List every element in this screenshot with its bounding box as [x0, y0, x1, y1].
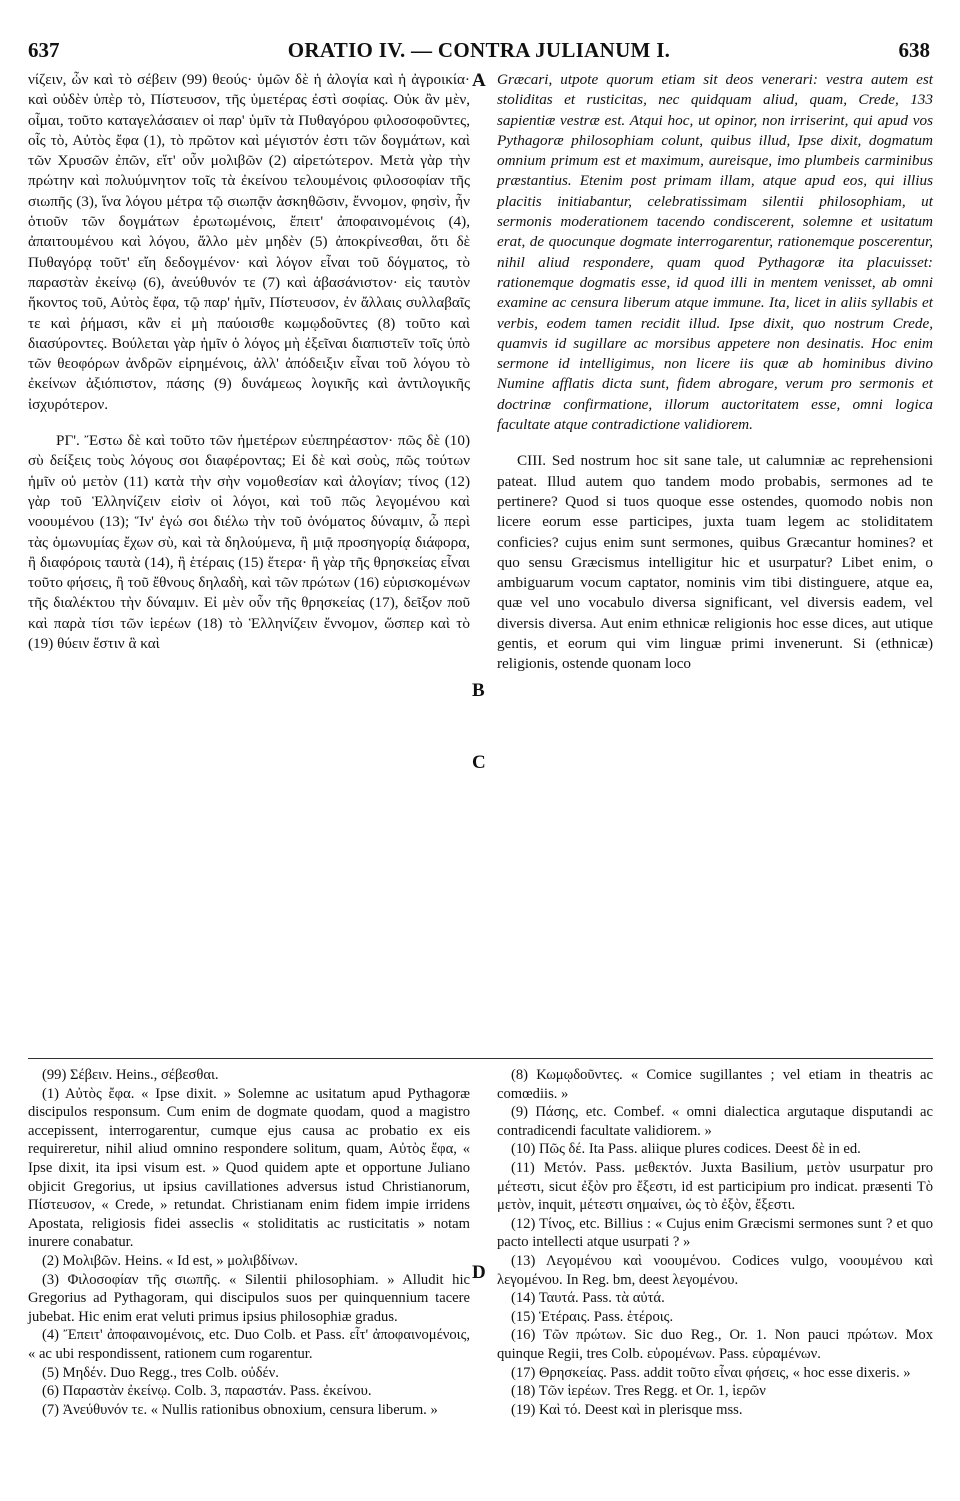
margin-letter-b: B [472, 680, 485, 701]
page-header [28, 38, 930, 64]
running-title: ORATIO IV. — CONTRA JULIANUM I. [287, 38, 671, 62]
footnote: (18) Τῶν ἱερέων. Tres Regg. et Or. 1, ἱερῶν [511, 1383, 766, 1400]
latin-text-column [497, 70, 933, 675]
footnote-separator [28, 1058, 933, 1059]
footnote: (9) Πάσης, etc. Combef. « omni dialectica argutaque disputandi ac contradicendi facultate validiorem. » [497, 1104, 933, 1139]
footnote: (17) Θρησκείας. Pass. addit τοῦτο εἶναι φήσεις, « hoc esse dixeris. » [511, 1364, 911, 1381]
greek-paragraph: νίζειν, ὧν καὶ τὸ σέβειν (99) θεούς· ὑμῶν δὲ ἡ ἀλογία καὶ ἡ ἀγροικία· καὶ οὐδὲν ὑπὲρ τὸ, Πίστευσον, τῆς ὑμετέρας ἐστὶ σοφίας. Οὐκ ἂν μὲν, οἶμαι, τοῦτο καταγελάσαιεν οἱ παρ' ὑμῖν τὰ Πυθαγόρου φιλοσοφοῦντες, οἷς τὸ, Αὐτὸς ἔφα (1), τὸ πρῶτον καὶ μέγιστόν ἐστι τῶν δογμάτων, καὶ τῶν Χρυσῶν ἐπῶν, εἴτ' οὖν μολιβῶν (2) αἱρετώτερον. Μετὰ γὰρ τὴν πρώτην καὶ πολυύμνητον τοῖς τὰ ἐκείνου τελουμένοις φιλοσοφίαν τῆς σιωπῆς (3), ἵνα λόγου μέτρα τῷ σιωπᾷν ἀσκηθῶσιν, ἔννομον, φησὶν, ἦν ὁτιοῦν τῶν δογμάτων ἐρωτωμένοις, ἔπειτ' ἀποφαινομένοις (4), ἀπαιτουμένου καὶ λόγου, ἄλλο μὲν μηδὲν (5) ἀποκρίνεσθαι, ὅτι δὲ Πυθαγόρᾳ τοῦτ' εἴη δεδογμένον· καὶ λόγον εἶναι τοῦ δόγματος, τὸ παραστὰν ἐκείνῳ (6), ἀνεύθυνόν τε (7) καὶ ἀβασάνιστον· εἰς ταυτὸν ἥκοντος τοῦ, Αὐτὸς ἔφα, τῷ παρ' ἡμῖν, Πίστευσον, ἐν ἄλλαις συλλαβαῖς τε καὶ ῥήμασι, κἂν εἰ μὴ παύοισθε κωμῳδοῦντες (8) τοῦτο καὶ διασύροντες. Βούλεται γὰρ ἡμῖν ὁ λόγος μὴ ἐξεῖναι διαπιστεῖν τοῖς ὑπὸ τῶν θεοφόρων ἀνδρῶν εἰρημένοις, ἀλλ' ἀπόδειξιν εἶναι τοῦ λόγου τὸ ἐκείνων ἀξιόπιστον, πάσης (9) δυνάμεως λογικῆς καὶ ἀντιλογικῆς ἰσχυρότερον. [28, 71, 470, 413]
margin-letter-d: D [472, 1262, 486, 1283]
footnote: (1) Αὐτὸς ἔφα. « Ipse dixit. » Solemne ac usitatum apud Pythagoræ discipulos responsum. Cum enim de dogmate quodam, quod a magistro accepissent, interrogarentur, cumque ejus causa ac probatio ex eis requireretur, nihil aliud omnino respondere solitum, quam, Αὐτὸς ἔφα, « Ipse dixit, ita ipsi visum est. » Quod quidem apte et opportune Juliano objicit Gregorius, ut ipsius cavillationes adversus istud Christianorum, Πίστευσον, « Crede, » retundat. Christianam enim fidem impie irridens Apostata, religiosis fidei asseclis « stoliditatis ac rusticitatis » notam inurere conabatur. [28, 1085, 470, 1251]
footnote: (8) Κωμῳδοῦντες. « Comice sugillantes ; vel etiam in theatris ac comœdiis. » [497, 1067, 933, 1102]
margin-letter-a: A [472, 70, 486, 91]
footnote: (10) Πῶς δέ. Ita Pass. aliique plures codices. Deest δὲ in ed. [511, 1141, 861, 1158]
greek-section-103: ΡΓ'. Ἔστω δὲ καὶ τοῦτο τῶν ἡμετέρων εὐεπηρέαστον· πῶς δὲ (10) σὺ δείξεις τοὺς λόγους σοι διαφέροντας; Εἰ δὲ καὶ σοὺς, πῶς τούτων ἡμῖν οὐ μετὸν (11) κατὰ τὴν σὴν νομοθεσίαν καὶ ἀλογίαν; τίνος (12) γὰρ τοῦ Ἑλληνίζειν εἰσὶν οἱ λόγοι, καὶ τοῦ πῶς λεγομένου καὶ νοουμένου (13); Ἵν' ἐγώ σοι διέλω τὴν τοῦ ὀνόματος δύναμιν, ὦ περὶ τὰς ὁμωνυμίας ἔχων σὺ, καὶ τὰ δηλούμενα, ἢ μιᾷ προσηγορίᾳ διάφορα, ἢ διαφόροις ταυτὰ (14), ἢ ἑτέραις (15) ἕτερα· ἢ γὰρ τῆς θρησκείας εἶναι τοῦτο φήσεις, ἢ τοῦ ἔθνους δηλαδὴ, καὶ τῶν πρώτων (16) εὑρισκομένων τῆς διαλέκτου τὴν δύναμιν. Εἰ μὲν οὖν τῆς θρησκείας (17), δεῖξον ποῦ καὶ παρὰ τίσι τῶν ἱερέων (18) τὸ Ἑλληνίζειν ἔννομον, ὥσπερ καὶ τὸ (19) θύειν ἔστιν ἃ καὶ [28, 432, 470, 653]
footnote: (3) Φιλοσοφίαν τῆς σιωπῆς. « Silentii philosophiam. » Alludit hic Gregorius ad Pythagoram, qui discipulos suos per quinquennium tacere jubebat. Hic enim erat veluti primus ipsius philosophiæ gradus. [28, 1271, 470, 1325]
footnotes-right [497, 1066, 933, 1419]
footnote: (16) Τῶν πρώτων. Sic duo Reg., Or. 1. Non pauci πρώτων. Mox quinque Regii, tres Colb. εὑρομένων. Pass. εὑραμένων. [497, 1327, 933, 1362]
footnotes-left [28, 1066, 470, 1419]
footnote: (13) Λεγομένου καὶ νοουμένου. Codices vulgo, νοουμένου καὶ λεγομένου. In Reg. bm, deest λεγομένου. [497, 1252, 933, 1288]
footnote: (2) Μολιβῶν. Heins. « Id est, » μολιβδίνων. [42, 1252, 298, 1269]
footnote: (14) Ταυτά. Pass. τὰ αὐτά. [511, 1290, 665, 1307]
footnote: (7) Ἀνεύθυνόν τε. « Nullis rationibus obnoxium, censura liberum. » [42, 1401, 438, 1418]
footnote: (15) Ἑτέραις. Pass. ἑτέροις. [511, 1308, 674, 1325]
page-number-left: 637 [28, 38, 60, 62]
latin-paragraph: Græcari, utpote quorum etiam sit deos venerari: vestra autem est stoliditas et rusticitas, nec quidquam aliud, quam, Crede, 133 sapientiæ vestræ est. Atqui hoc, ut opinor, non irriserint, qui apud vos Pythagoræ philosophiam colunt, quibus illud, Ipse dixit, dogmatum omnium primum est et maximum, aureisque, imo plumbeis carminibus præstantius. Etenim post primam illam, atque apud eos, qui illius placitis initiabantur, celebratissimam silentii philosophiam, ut sermonis moderationem tacendo condiscerent, solemne et usitatum erat, de quocunque dogmate interrogarentur, rationemque poscerentur, nihil aliud respondere, quam quod Pythagoræ ita placuisset: rationemque dogmatis esse, id quod illi in mentem venisset, ab omni examine ac censura liberum atque immune. Ita, licet in aliis syllabis et verbis, eodem tamen recidit illud. Ipse dixit, quo nostrum Crede, quamvis id sugillare ac morsibus appetere non desinatis. Hoc enim sermone id intelligimus, non licere iis quæ ab hominibus divino Numine afflatis dicta sunt, fidem abrogare, verum pro sermonis et doctrinæ confirmatione, illorum auctoritatem esse, omni logica facultate atque contradictione validiorem. [497, 71, 933, 434]
footnote: (99) Σέβειν. Heins., σέβεσθαι. [42, 1067, 219, 1083]
greek-text-column [28, 70, 470, 654]
latin-section-103: CIII. Sed nostrum hoc sit sane tale, ut calumniæ ac reprehensioni pateat. Illud autem quo tandem modo probabis, sermones ad te pertinere? Quod si tuos quoque esse ostendes, quomodo nobis non licere eorum esse participes, juxta tuam legem ac stoliditatem conficies? cujus enim sunt sermones, quibus Græcantur homines? et quo sensu Græcismus intelligitur hic et usurpatur? Libet enim, o ambiguarum vocum captator, nominis vim tibi distinguere, atque ea, quæ vel uno vocabulo diversa significant, vel diversis eadem, vel diversis diversa. Aut enim ethnicæ religionis hoc esse dices, aut utique gentis, et eorum qui vim linguæ primi invenerunt. Si (ethnicæ) religionis, ostende quonam loco [497, 452, 933, 673]
page-number-right: 638 [898, 38, 930, 62]
footnote: (12) Τίνος, etc. Billius : « Cujus enim Græcismi sermones sunt ? et quo pacto intellecti atque usurpati ? » [497, 1215, 933, 1251]
footnote: (4) Ἔπειτ' ἀποφαινομένοις, etc. Duo Colb. et Pass. εἶτ' ἀποφαινομένοις, « ac ubi respondissent, rationem cum rogarentur. [28, 1327, 470, 1362]
footnote: (19) Καὶ τό. Deest καὶ in plerisque mss. [511, 1401, 743, 1418]
margin-letter-c: C [472, 752, 486, 773]
footnote: (6) Παραστὰν ἐκείνῳ. Colb. 3, παραστάν. Pass. ἐκείνου. [42, 1383, 372, 1400]
footnote: (11) Μετόν. Pass. μεθεκτόν. Juxta Basilium, μετὸν usurpatur pro μέτεστι, sicut ἐξὸν pro ἔξεστι, id est participium pro indicat. præsenti Τὸ μετὸν, inquit, μέτεστι σημαίνει, ὡς τὸ ἐξὸν, ἔξεστι. [497, 1159, 933, 1214]
footnote: (5) Μηδέν. Duo Regg., tres Colb. οὐδέν. [42, 1364, 279, 1381]
